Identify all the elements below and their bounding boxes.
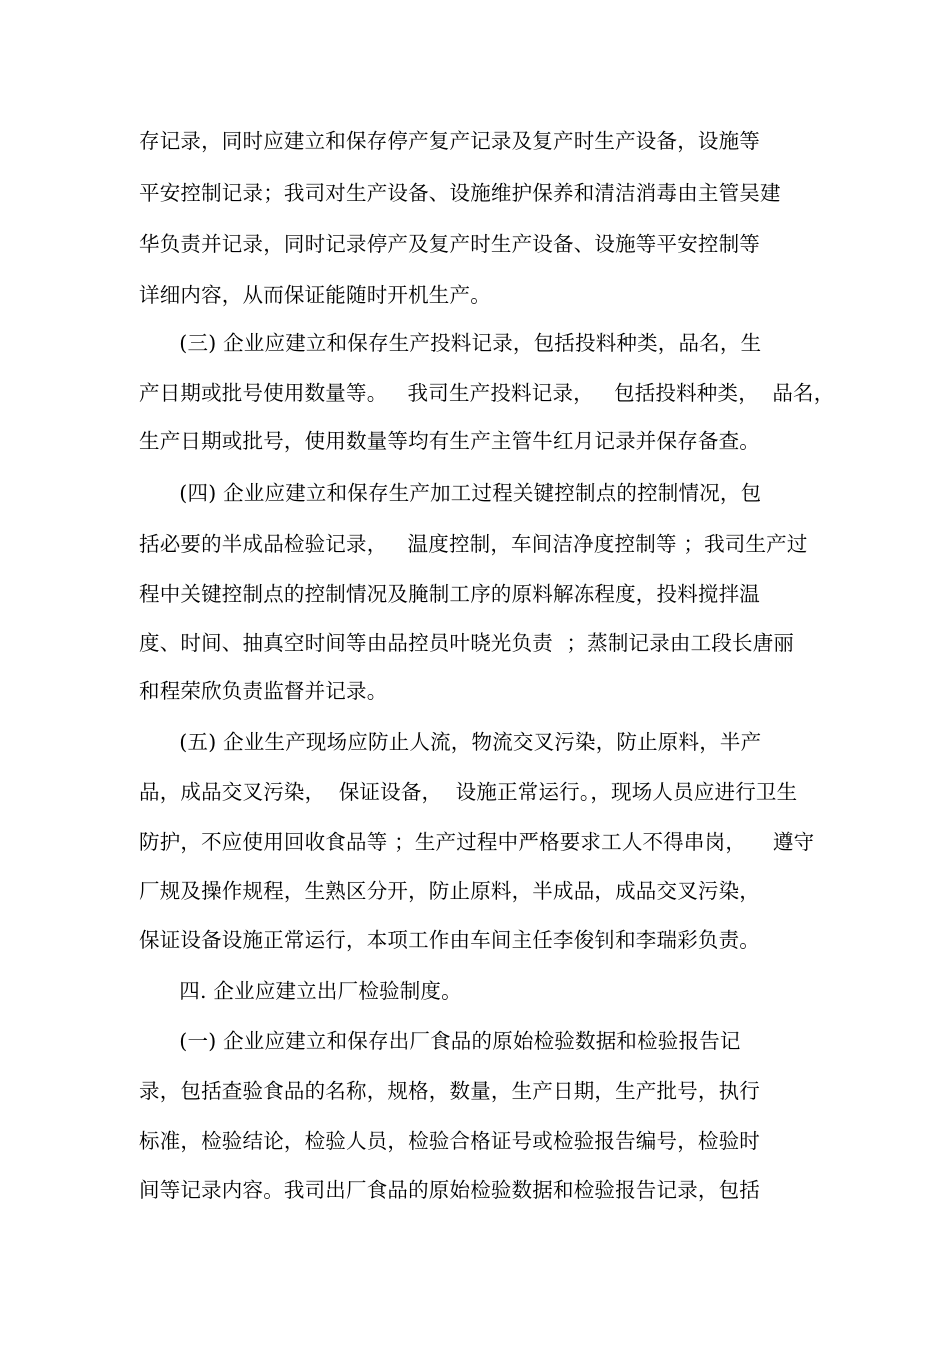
text-line: 括必要的半成品检验记录， 温度控制，车间洁净度控制等 ；我司生产过	[139, 532, 808, 556]
paragraph-four-heading: (四) 企业应建立和保存生产加工过程关键控制点的控制情况，包	[139, 481, 762, 505]
text-line: 度、时间、抽真空时间等由品控员叶晓光负责 ；蒸制记录由工段长唐丽	[139, 631, 795, 655]
text-line: 保证设备设施正常运行，本项工作由车间主任李俊钊和李瑞彩负责。	[139, 928, 760, 952]
subsection-one-heading: (一) 企业应建立和保存出厂食品的原始检验数据和检验报告记	[139, 1029, 741, 1053]
paragraph-five-heading: (五) 企业生产现场应防止人流，物流交叉污染，防止原料，半产	[139, 730, 762, 754]
text-line: 产日期或批号使用数量等。 我司生产投料记录， 包括投料种类， 品名，	[139, 381, 835, 405]
text-line: 存记录，同时应建立和保存停产复产记录及复产时生产设备，设施等	[139, 129, 760, 153]
text-line: 程中关键控制点的控制情况及腌制工序的原料解冻程度，投料搅拌温	[139, 582, 760, 606]
text-line: 平安控制记录；我司对生产设备、设施维护保养和清洁消毒由主管吴建	[139, 181, 781, 205]
text-line: 生产日期或批号，使用数量等均有生产主管牛红月记录并保存备查。	[139, 429, 760, 453]
text-line: 间等记录内容。我司出厂食品的原始检验数据和检验报告记录，包括	[139, 1178, 760, 1202]
text-line: 防护，不应使用回收食品等 ；生产过程中严格要求工人不得串岗， 遵守	[139, 830, 815, 854]
text-line: 标准，检验结论，检验人员，检验合格证号或检验报告编号，检验时	[139, 1129, 760, 1153]
paragraph-three-heading: (三) 企业应建立和保存生产投料记录，包括投料种类，品名，生	[139, 331, 762, 355]
text-line: 和程荣欣负责监督并记录。	[139, 679, 388, 703]
section-four-heading: 四. 企业应建立出厂检验制度。	[139, 979, 462, 1003]
text-line: 品，成品交叉污染， 保证设备， 设施正常运行。，现场人员应进行卫生	[139, 780, 798, 804]
text-line: 详细内容，从而保证能随时开机生产。	[139, 283, 491, 307]
text-line: 厂规及操作规程，生熟区分开，防止原料，半成品，成品交叉污染，	[139, 879, 760, 903]
text-line: 录，包括查验食品的名称，规格，数量，生产日期，生产批号，执行	[139, 1079, 760, 1103]
text-line: 华负责并记录，同时记录停产及复产时生产设备、设施等平安控制等	[139, 232, 760, 256]
